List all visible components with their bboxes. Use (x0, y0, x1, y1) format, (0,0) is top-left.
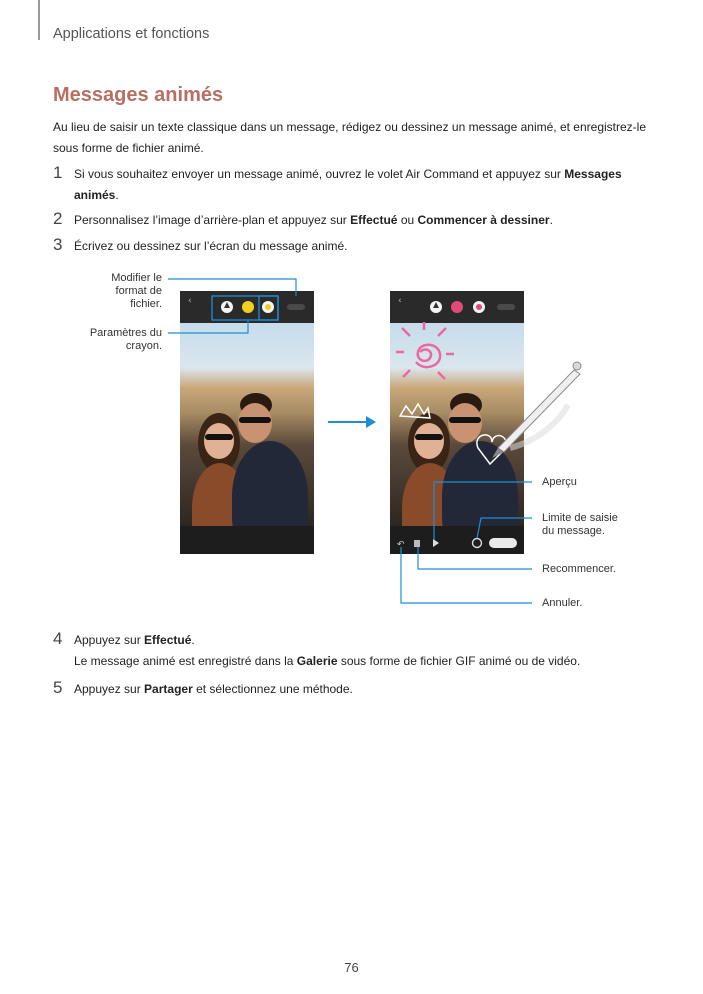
callout-line-limit (477, 518, 532, 538)
s-pen-icon (492, 362, 581, 458)
step-5 (53, 679, 654, 700)
callout-line-format (168, 279, 296, 296)
step-number: 4 (53, 629, 63, 648)
callout-restart-label: Recommencer. (542, 563, 616, 575)
arrow-head-icon (366, 416, 376, 428)
done-button[interactable] (287, 304, 305, 310)
callout-format-label: Modifier le format de fichier. (111, 272, 162, 310)
sun-drawing (396, 322, 454, 379)
back-icon: ‹ (188, 296, 192, 306)
callout-undo-label: Annuler. (542, 597, 583, 609)
restart-icon (414, 540, 420, 547)
callout-line-undo (401, 547, 532, 603)
intro-paragraph: Au lieu de saisir un texte classique dans un message, rédigez ou dessinez un message animé, et enregistrez-le sous forme de fichier animé. (53, 120, 646, 155)
callout-line-preview (434, 482, 532, 540)
callout-limit-label: Limite de saisie du message. (542, 512, 618, 537)
callout-line-restart (418, 547, 532, 569)
step-number: 1 (53, 163, 63, 182)
callout-line-pen (168, 320, 248, 333)
section-title: Messages animés (53, 84, 224, 106)
step-text: Si vous souhaitez envoyer un message animé, ouvrez le volet Air Command et appuyez sur Messages animés. (74, 167, 622, 202)
done-button[interactable] (497, 304, 515, 310)
callout-preview-label: Aperçu (542, 476, 577, 488)
input-limit-icon (473, 539, 482, 548)
step-number: 5 (53, 678, 63, 697)
header-title: Applications et fonctions (53, 26, 210, 42)
play-icon (433, 539, 439, 547)
undo-icon: ↶ (397, 540, 405, 550)
back-icon: ‹ (398, 296, 402, 306)
step-text: Appuyez sur Effectué. Le message animé est enregistré dans la Galerie sous forme de fichier GIF animé ou de vidéo. (74, 633, 581, 668)
step-4 (53, 630, 654, 672)
step-text: Écrivez ou dessinez sur l’écran du message animé. (74, 239, 348, 253)
step-text: Personnalisez l’image d’arrière-plan et appuyez sur Effectué ou Commencer à dessiner. (74, 213, 553, 227)
step-number: 2 (53, 209, 63, 228)
step-number: 3 (53, 235, 63, 254)
color-icon[interactable] (451, 301, 463, 313)
callout-pen-label: Paramètres du crayon. (89, 327, 162, 352)
page-number: 76 (344, 960, 359, 975)
crown-drawing (400, 404, 430, 418)
send-button (489, 538, 517, 548)
color-icon[interactable] (242, 301, 254, 313)
step-text: Appuyez sur Partager et sélectionnez une méthode. (74, 682, 353, 696)
